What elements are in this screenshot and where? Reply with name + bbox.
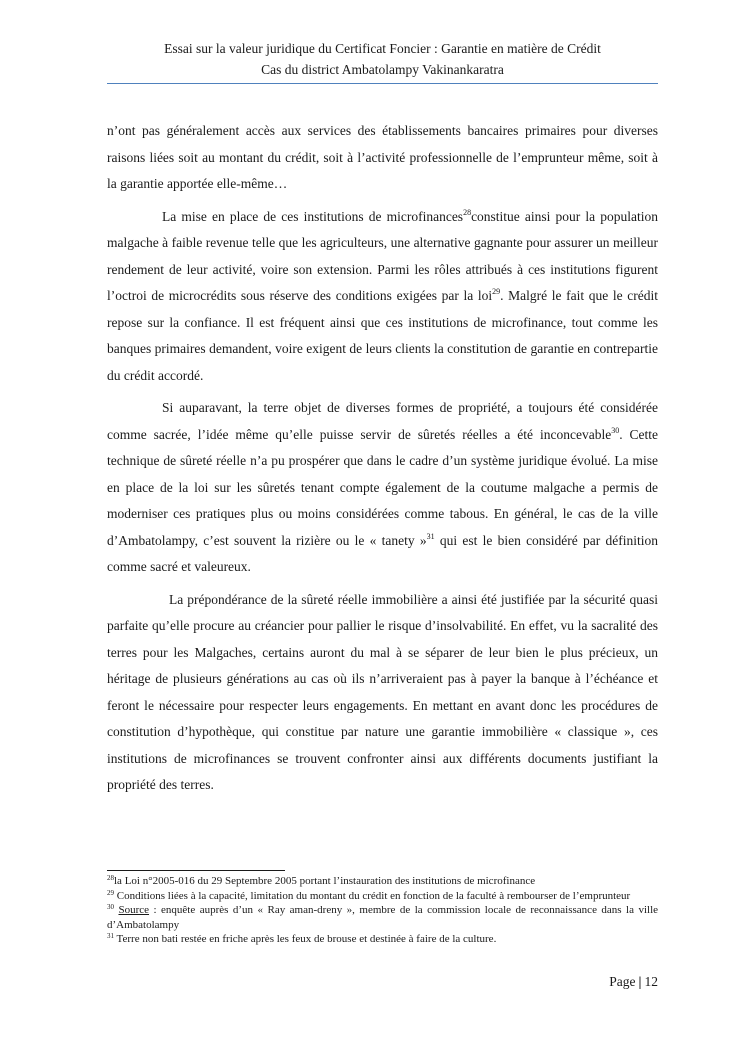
- header-title-line-2: Cas du district Ambatolampy Vakinankaratra: [261, 62, 504, 77]
- footnote-29-number: 29: [107, 888, 114, 897]
- page-header: [107, 38, 658, 84]
- paragraph-2: [107, 204, 658, 390]
- paragraph-2-text-c: . Malgré le fait que le crédit repose sur la confiance. Il est fréquent ainsi que ces institutions de microfinance, tout comme les banques primaires demandent, voire exigent de leurs clients la constitution de garantie en contrepartie du crédit accordé.: [107, 288, 658, 383]
- footnote-ref-31: 31: [426, 531, 435, 541]
- paragraph-1-text: n’ont pas généralement accès aux services des établissements bancaires primaires pour diverses raisons liées soit au montant du crédit, soit à l’activité professionnelle de l’emprunteur même, soit à la garantie apportée elle-même…: [107, 123, 658, 191]
- paragraph-4-text: La prépondérance de la sûreté réelle immobilière a ainsi été justifiée par la sécurité quasi parfaite qu’elle procure au créancier pour pallier le risque d’insolvabilité. En effet, vu la sacralité des terres pour les Malgaches, certains auront du mal à se séparer de leur bien le plus précieux, un héritage de plusieurs générations au cas où ils n’arriveraient pas à payer la banque à l’échéance et feront le nécessaire pour respecter leurs engagements. En mettant en avant donc les procédures de constitution d’hypothèque, qui constitue par nature une garantie immobilière « classique », ces institutions de microfinances se trouvent confronter ainsi aux différents documents justifiant la propriété des terres.: [107, 591, 658, 792]
- footnotes: [107, 874, 658, 947]
- paragraph-3-text-b: . Cette technique de sûreté réelle n’a pu prospérer que dans le cadre d’un système juridique évolué. La mise en place de la loi sur les sûretés tenant compte également de la coutume malgache a permis de moderniser ces pratiques plus ou moins considérées comme tabous. En général, le cas de la ville d’Ambatolampy, c’est souvent la rizière ou le « tanety »: [107, 426, 658, 548]
- paragraph-3-text-c: qui est le bien considéré par définition comme sacré et valeureux.: [107, 532, 659, 574]
- footnote-30-number: 30: [107, 903, 114, 911]
- footnote-separator: [107, 870, 285, 871]
- paragraph-3-text-a: Si auparavant, la terre objet de diverses formes de propriété, a toujours été considérée comme sacrée, l’idée même qu’elle puisse servir de sûretés réelles a été inconcevable: [107, 400, 658, 442]
- footnote-30-source-label: Source: [118, 904, 150, 916]
- footnote-30: [107, 903, 658, 932]
- footnote-ref-28: 28: [463, 207, 472, 217]
- page-number-footer: [609, 974, 658, 990]
- footnote-28-text: la Loi n°2005-016 du 29 Septembre 2005 portant l’instauration des institutions de microfinance: [114, 875, 536, 887]
- footnote-31: [107, 932, 658, 947]
- paragraph-1: [107, 118, 658, 198]
- page-number: 12: [644, 974, 658, 989]
- footnote-31-text: Terre non bati restée en friche après les feux de brouse et destinée à faire de la culture.: [114, 933, 497, 945]
- main-text: [107, 118, 658, 805]
- paragraph-3: [107, 395, 658, 581]
- footnote-30-text: : enquête auprès d’un « Ray aman-dreny », membre de la commission locale de reconnaissance dans la ville d’Ambatolampy: [107, 904, 659, 931]
- paragraph-2-text-a: La mise en place de ces institutions de microfinances: [162, 208, 464, 224]
- footnote-ref-29: 29: [492, 287, 501, 296]
- page-separator: |: [638, 974, 642, 989]
- footnote-29-text: Conditions liées à la capacité, limitation du montant du crédit en fonction de la faculté à rembourser de l’emprunteur: [114, 889, 631, 902]
- page-label: Page: [609, 974, 636, 989]
- paragraph-4: [107, 587, 658, 799]
- footnote-ref-30: 30: [611, 425, 620, 435]
- footnote-31-number: 31: [107, 932, 114, 940]
- paragraph-2-text-b: constitue ainsi pour la population malgache à faible revenue telle que les agriculteurs, une alternative gagnante pour assurer un meilleur rendement de leur activité, voire son extension. Parmi les rôles attribués à ces institutions figurent l’octroi de microcrédits sous réserve des conditions exigées par la loi: [107, 208, 658, 303]
- footnote-28-number: 28: [107, 874, 114, 882]
- footnote-28: [107, 874, 658, 889]
- header-title-line-1: Essai sur la valeur juridique du Certificat Foncier : Garantie en matière de Crédit: [164, 41, 601, 56]
- footnote-29: [107, 889, 658, 904]
